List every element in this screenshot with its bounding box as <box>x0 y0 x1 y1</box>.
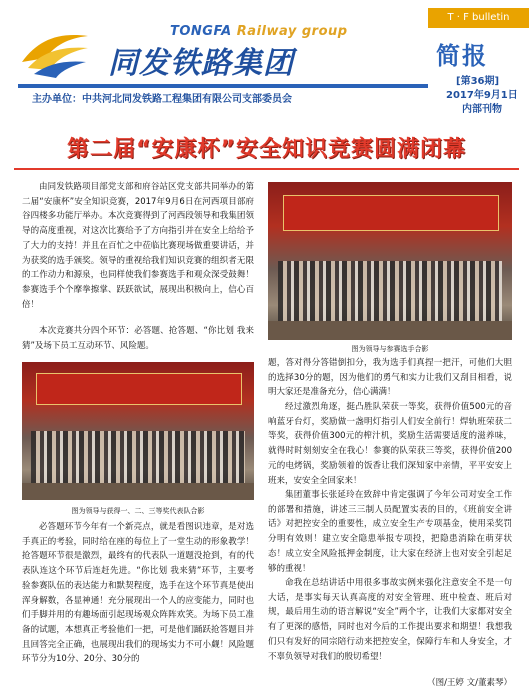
issue-type: 内部刊物 <box>462 104 502 115</box>
article-paragraph-1: 由同发铁路项目部党支部和府谷站区党支部共同举办的第二届“安康杯”安全知识竞赛，2017年9月6日在河西项目部府谷四楼多功能厅举办。本次竞赛得到了河西段领导和我集团领导的高度重视，对这次比赛给予了方向指引并在安全上给给予了大力的支持！并且在百忙之中莅临比赛现场做重要讲话，并为获奖的选手颁奖。领导的重视给我们知识竞赛的组织者无限的工作动力和源泉，也同样使我们参赛选手和观众深受鼓舞！参赛选手个个摩拳擦掌、跃跃欲试，展现出积极向上，信心百倍！ <box>22 182 254 310</box>
award-group-photo <box>22 362 254 500</box>
award-photo-caption: 图为领导与获得一、二、三等奖代表队合影 <box>71 507 205 515</box>
article-paragraph-6: 集团董事长张延玲在致辞中肯定强调了今年公司对安全工作的部署和措施，讲述三三制人员配置实表的目的，《班前安全讲话》对把控安全的重要性，成立安全生产专项基金，使用采奖罚分明有效则！建立安全隐患举报专项投，把隐患消除在萌芽状态！成立安全风险抵押金制度，让大家在经济上也对安全引起足够的重视！ <box>268 490 512 574</box>
article-paragraph-4: 题，答对得分答错倒扣分，我为选手们真捏一把汗，可他们大胆的选择30分的题，因为他们的勇气和实力让我们又刮目相看，说明大家还是准备充分，信心满满！ <box>268 358 512 398</box>
bird-logo-icon <box>18 22 92 80</box>
article-paragraph-3: 必答题环节今年有一个新亮点，就是看图识违章，是对选手真正的考验，同时给在座的每位上了一堂生动的形象教学！抢答题环节很是激烈，最终有的代表队一道题没抢到，有的代表队连这个环节后连赶先进。“你比划 我来猜”环节，主要考验参赛队伍的表达能力和默契程度，选手在这个环节真是使出浑身解数，各显神通！充分展现出一个人的应变能力，同时也们手脚并用的有趣场面引起现场观众阵阵欢笑。为场下员工准备的试题，本想真正考验他们一把，可是他们踊跃抢答题目并且回答完全正确，也展现出我们的现场实力不可小觑！风险题环节分为10分、20分、30分的 <box>22 522 254 665</box>
photo-floor <box>268 321 512 340</box>
headline-divider <box>14 168 519 170</box>
article-byline: （图/王婷 文/董素琴） <box>427 678 512 688</box>
contestants-photo <box>268 182 512 340</box>
article-paragraph-7: 命我在总结讲话中用很多事故实例来强化注意安全不是一句大话，是事实每天认真高度的对安全管理、班中检查、班后对规，最后用生动的语言解说“安全”两个字，让我们大家都对安全有了更深的感悟，同时也对今后的工作提出要求和期望！我想我们只有发好的同宗陪行动来把控安全，保障行车和人身安全，才不辜负领导对我们的殷切希望！ <box>268 578 512 662</box>
article-paragraph-5: 经过激烈角逐，挺凸胜队荣获一等奖，获得价值500元的音响蓝牙台灯，奖励做一盏明灯指引人们安全前行！焊轨班荣获二等奖，获得价值300元的榨汁机，奖励生活需要适度的滋养味，就得时时刻刻安全在我心！参赛的队荣获三等奖，获得价值200元的电烤锅，奖励领着的饭香让我们深知家中亲情，平平安安上班来，安安全全回家来！ <box>268 402 512 486</box>
bulletin-english: T · F bulletin <box>428 8 529 28</box>
photo-floor <box>22 483 254 500</box>
brand-english-main: TONGFA <box>170 24 232 39</box>
photo-crowd <box>278 261 502 324</box>
brand-english <box>170 24 348 39</box>
contestants-photo-caption: 图为领导与参赛选手合影 <box>351 345 429 353</box>
brand-divider <box>18 84 428 88</box>
article-headline: 第二届“安康杯”安全知识竞赛圆满闭幕 <box>67 137 466 162</box>
photo-banner <box>283 195 500 232</box>
sponsor-line: 主办单位：中共河北同发铁路工程集团有限公司支部委员会 <box>32 94 292 105</box>
brand-english-sub: Railway group <box>236 24 348 39</box>
article-paragraph-2: 本次竞赛共分四个环节：必答题、抢答题、“你比划 我来猜”及场下员工互动环节、风险题。 <box>22 326 254 351</box>
photo-banner <box>36 373 242 405</box>
issue-date: 2017年9月1日 <box>446 90 518 101</box>
photo-crowd <box>31 431 244 486</box>
brand-chinese: 同发铁路集团 <box>108 46 294 81</box>
issue-number: [第36期] <box>456 76 500 87</box>
bulletin-title: 简报 <box>436 42 488 70</box>
